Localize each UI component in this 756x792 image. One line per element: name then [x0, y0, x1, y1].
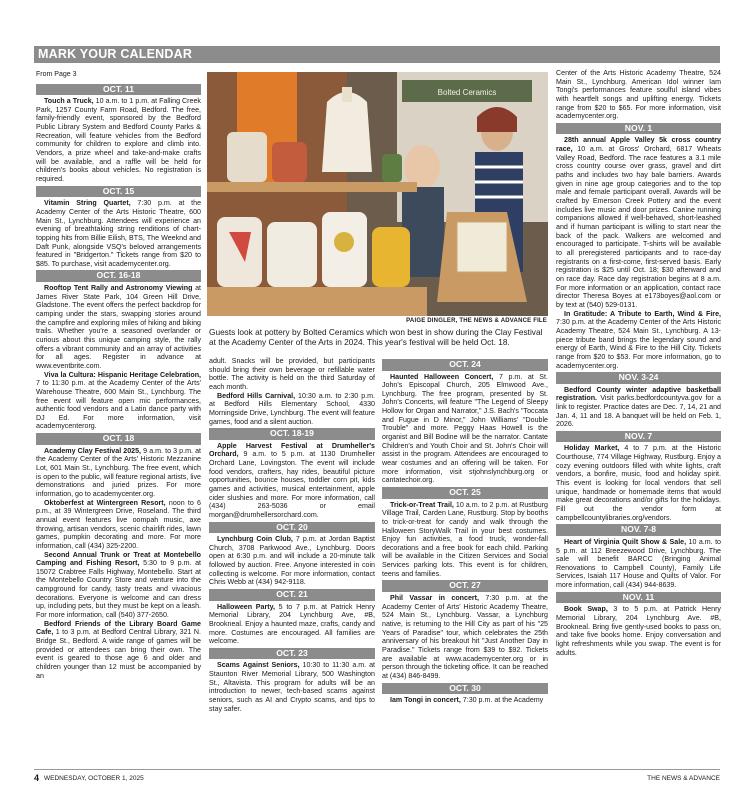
event-title: Oktoberfest at Wintergreen Resort,: [44, 498, 166, 507]
date-header: NOV. 3-24: [556, 372, 721, 384]
date-header: OCT. 21: [209, 589, 375, 601]
event-entry: [209, 392, 375, 427]
event-title: Lynchburg Coin Club,: [217, 535, 293, 544]
event-entry: [36, 499, 201, 551]
event-entry: [382, 501, 548, 579]
event-title: Halloween Party,: [217, 602, 275, 611]
event-title: Trick-or-Treat Trail,: [390, 500, 454, 509]
event-title: Academy Clay Festival 2025,: [44, 446, 142, 455]
event-entry: [209, 535, 375, 587]
event-description: 10:30 to 11:30 a.m. at Staunton River Memorial Library, 500 Washington St., Altavista. This program for adults will be an introduction to newer, tech-based scams against seniors, such as AI and Crypto scams, and tips to stay safer.: [209, 661, 375, 713]
event-title: Iam Tongi in concert,: [390, 696, 461, 704]
event-entry: [36, 97, 201, 184]
event-entry: [209, 357, 375, 392]
event-description: 10 a.m. to 1 p.m. at Falling Creek Park, 1257 County Farm Road, Bedford. The free, family-friendly event, sponsored by the Bedford Public Library System and Bedford County Parks & Recreation, will feature vehicles from the Bedford community for children to explore and climb into. Vendors, a prize wheel and take-and-make crafts will be available, and a raffle will be held for children's books about vehicles. No registration is required.: [36, 97, 201, 184]
date-header: OCT. 20: [209, 522, 375, 534]
event-entry: [556, 386, 721, 429]
date-header: OCT. 15: [36, 186, 201, 198]
event-entry: [209, 603, 375, 646]
booth-banner: Bolted Ceramics: [437, 88, 497, 97]
page-number: 4: [34, 773, 40, 783]
event-description: 10 a.m. to 5 p.m. at 112 Breezewood Drive, Lynchburg. The sale will benefit BARCC (Bringing Animal Renovations to Campbell County), Family Life Services, Isaiah 117 House and Quilts of Valor. For more information, call (434) 944-8639.: [556, 537, 721, 590]
event-description: 4 to 7 p.m. at the Historic Courthouse, 774 Village Highway, Rustburg. Enjoy a cozy evening outdoors filled with white lights, craft vendors, a bonfire, music, food and holiday spirit. This event is looking for local vendors that sell unique, handmade or homemade items that would make great decorations and/or gifts for the holidays. Fill out the vendor form at campbellcountylibraries.org/vendors.: [556, 444, 721, 522]
event-description: adult. Snacks will be provided, but participants should bring their own beverage or refillable water bottle. The activity is held on the third Saturday of each month.: [209, 357, 375, 391]
event-description: noon to 6 p.m., at 39 Wintergreen Drive, Roseland. The third annual event features live oompah music, axe throwing, artisan vendors, scenic chairlift rides, lawn games, pumpkin decorating and more. For more information, call (434) 325-2200.: [36, 498, 202, 550]
event-title: 28th annual Apple Valley 5k cross country race,: [556, 136, 721, 154]
event-entry: [556, 136, 721, 309]
publication-name: THE NEWS & ADVANCE: [647, 775, 720, 782]
date-header: OCT. 16-18: [36, 270, 201, 282]
event-description: Visit parks.bedfordcountyva.gov for a link to register. Practice dates are Dec. 7, 14, 21 and Jan. 4, 11 and 18. A banquet will be held on Feb. 1, 2026.: [556, 394, 721, 429]
event-entry: [382, 373, 548, 486]
date-header: OCT. 18: [36, 433, 201, 445]
date-header: OCT. 18-19: [209, 428, 375, 440]
event-entry: [556, 538, 721, 590]
date-header: OCT. 25: [382, 487, 548, 499]
event-entry: [36, 620, 201, 681]
event-description: 3 to 5 p.m. at Patrick Henry Memorial Library, 204 Lynchburg Ave. #B, Brookneal. Bring five gently-used books to pass on, and take five books home. Enjoy conversation and light refreshments while you swap. The event is for adults.: [556, 605, 721, 657]
date-header: NOV. 11: [556, 592, 721, 604]
column-3: [382, 357, 548, 705]
event-description: 7:30 p.m. at the Academy Center of the Arts Historic Academy Theatre, 524 Main St., Lynchburg. A 13-piece tribute band brings the legendary sound and energy of Earth, Wind & Fire to the Hill City. Tickets range from $20 to $53. For more information, go to academycenter.org.: [556, 318, 721, 370]
event-description: Center of the Arts Historic Academy Theatre, 524 Main St., Lynchburg. American Idol winner Iam Tongi's performances feature soulful island vibes with heartfelt songs and uplifting energy. Tickets range from $20 to $65. For more information, visit academycenter.org.: [556, 69, 721, 121]
event-description: 7 to 11:30 p.m. at the Academy Center of the Arts' Warehouse Theatre, 600 Main St., Lynchburg. The free event will feature open mic performances, authentic food vendors and a Latin dance party with DJ Ed. For more information, visit academycenterorg.: [36, 379, 201, 431]
event-entry: [382, 594, 548, 681]
event-description: at James River State Park, 104 Green Hill Drive, Gladstone. The event offers the perfect backdrop for camping under the stars, swapping stories around the campfire and exploring miles of hiking and biking trails. Whether you're a seasoned overlander or curious about this unique camping style, the rally offers a vibrant community and an array of activities for all ages. Register in advance at www.eventbrite.com.: [36, 283, 201, 370]
event-description: 7 p.m. at St. John's Episcopal Church, 205 Elmwood Ave., Lynchburg. The free program, presented by St. John's Concerts, will feature "The Legend of Sleepy Hollow for Organ and Narrator," J.S. Bach's "Toccata and Fugue in D Minor," John Williams' "Double Trouble" and more. Peggy Haas Howell is the organist and Bill Bodine will be the narrator. Cantate Children's and Youth Choir and St. John's Choir will assist in the program. Attendees are encouraged to wear costumes and an offering will be taken. For more information, visit stjohnslynchburg.org or cantatechoir.org.: [382, 372, 548, 485]
column-4: [556, 69, 721, 657]
event-title: Book Swap,: [564, 605, 608, 614]
event-title: Scams Against Seniors,: [217, 661, 300, 670]
event-description: 5 to 7 p.m. at Patrick Henry Memorial Library, 204 Lynchburg Ave, #B, Brookneal. Enjoy a haunted maze, crafts, candy and more. Costumes are encouraged. All families are welcome.: [209, 602, 376, 646]
event-entry: [209, 661, 375, 713]
section-header-bar: [34, 46, 720, 63]
date-header: OCT. 27: [382, 580, 548, 592]
event-description: 7 p.m. at Jordan Baptist Church, 3708 Parkwood Ave., Lynchburg. Doors open at 6:30 p.m. and will include a 20-minute talk followed by auction. Free. Anyone interested in coin collecting is welcome. For more information, contact Chris Webb at (434) 942-9118.: [209, 535, 375, 587]
event-entry: [36, 447, 201, 499]
event-title: Apple Harvest Festival at Drumheller's Orchard,: [209, 441, 375, 459]
column-2: [209, 357, 375, 713]
section-title: MARK YOUR CALENDAR: [38, 47, 193, 61]
pottery-scene: [207, 72, 548, 316]
page-footer: [34, 769, 720, 784]
date-header: NOV. 1: [556, 123, 721, 135]
event-entry: [209, 442, 375, 520]
event-title: Bedford Friends of the Library Board Game Cafe,: [36, 619, 201, 637]
event-entry: [36, 199, 201, 268]
event-title: Holiday Market,: [564, 444, 620, 453]
pottery-photo: [207, 72, 548, 316]
event-entry: [36, 284, 201, 371]
event-description: 5:30 to 9 p.m. at 15072 Crabtree Falls Highway, Montebello. Start at the Montebello Country Store and venture into the campground for candy, tasty treats and vivacious decorations. Everyone is welcome and can dress up, including pets, but they must be kept on a leash. For more information, call (540) 377-2650.: [36, 559, 202, 620]
event-entry: [556, 444, 721, 522]
event-description: 1 to 3 p.m. at Bedford Central Library, 321 N. Bridge St., Bedford. A wide range of games will be provided or attendees can bring their own. The event is geared to those age 6 and older and children younger than 12 must be accompanied by an: [36, 628, 201, 680]
event-title: Heart of Virginia Quilt Show & Sale,: [564, 537, 687, 546]
event-description: 10 a.m. at Gross' Orchard, 6817 Wheats Valley Road, Bedford. The race features a 3.1 mile cross country course over grass, gravel and dirt paths and includes two hay bale barriers. Awards given in nine age group categories and to the top male and female participant overall. Awards will be crafted by Emerson Creek Pottery and the event includes live music and door prizes. Canine running companions allowed if well-behaved, short-leashed and if human participant is willing to start near the back of the pack. Walkers are welcomed and encouraged to participate. T-shirts will be available to all preregistered participants and to race-day registrants on a first-come, first-served basis. Early registration is $25 until Oct. 18; $30 afterward and on race day. Race day registration begins at 8 a.m. For more information or an application, contact race director Theresa Boyes at e173boyes@aol.com or by text at (540) 529-0131.: [556, 145, 721, 309]
event-title: Bedford County winter adaptive basketball registration.: [556, 385, 721, 403]
event-title: Vitamin String Quartet,: [44, 199, 131, 208]
event-description: 9 a.m. to 3 p.m. at the Academy Center of the Arts' Historic Mezzanine Lot, 601 Main St., Lynchburg. The free event, which is open to the public, will feature regional artists, live demonstrations and juried prizes. For more information, go to academycenter.org.: [36, 446, 201, 498]
event-description: 10:30 a.m. to 2:30 p.m. at Bedford Hills Elementary School, 4330 Morningside Drive, Lynchburg. The event will feature games, food and a silent auction.: [209, 391, 375, 426]
event-title: Phil Vassar in concert,: [390, 593, 479, 602]
date-header: OCT. 23: [209, 648, 375, 660]
event-description: 7:30 p.m. at the Academy Center of the Arts Historic Theatre, 600 Main St., Lynchburg. Attendees will experience an evening of breathtaking string renditions of chart-topping hits from Billie Eilish, BTS, The Weeknd and Daft Punk, alongside VSQ's beloved arrangements featured in "Bridgerton." Tickets range from $20 to $85. To purchase, visit academycenter.org.: [36, 199, 202, 268]
event-title: Touch a Truck,: [44, 97, 94, 106]
continued-from-label: From Page 3: [36, 71, 77, 78]
event-title: Second Annual Trunk or Treat at Montebello Camping and Fishing Resort,: [36, 550, 201, 568]
event-entry: [36, 371, 201, 432]
event-entry: [556, 310, 721, 371]
event-description: 9 a.m. to 5 p.m. at 1130 Drumheller Orchard Lane, Lovingston. The event will include food vendors, crafters, hay rides, beautiful picture opportunities, bounce houses, toddler corn pit, kids games and activities, musical entertainment, apple cider slushies and more. For more information, call (434) 263-5036 or email morgan@drumhellersorchard.com.: [209, 450, 375, 519]
event-entry: [36, 551, 201, 620]
photo-caption: Guests look at pottery by Bolted Ceramics which won best in show during the Clay Festival at the Academy Center of the Arts in 2024. This year's festival will be held Oct. 18.: [209, 327, 543, 348]
event-title: In Gratitude: A Tribute to Earth, Wind & Fire,: [564, 309, 721, 318]
event-description: 10 a.m. to 2 p.m. at Rustburg Village Trail, Carden Lane, Rustburg. Stop by booths to trick-or-treat for candy and walk through the Halloween StoryWalk Trail in your best costumes. Enjoy fun activities, a food truck, wonder-fall decorations and a free book for each child. Parking will be available in the Citizen Services and Social Services parking lots. This event is for children, teens and families.: [382, 500, 548, 578]
event-title: Bedford Hills Carnival,: [217, 391, 296, 400]
issue-date: WEDNESDAY, OCTOBER 1, 2025: [44, 775, 144, 782]
event-title: Viva la Cultura: Hispanic Heritage Celebration,: [44, 370, 201, 379]
event-entry: [556, 69, 721, 121]
event-title: Rooftop Tent Rally and Astronomy Viewing: [44, 283, 193, 292]
event-entry: [382, 696, 548, 705]
date-header: NOV. 7-8: [556, 524, 721, 536]
column-1: [36, 71, 201, 680]
date-header: OCT. 30: [382, 683, 548, 695]
date-header: NOV. 7: [556, 431, 721, 443]
event-description: 7:30 p.m. at the Academy Center of Arts' Historic Academy Theatre, 524 Main St., Lynchburg. Vassar, a Lynchburg native, is returning to the Hill City as part of his "25 Years of Paradise" tour, which celebrates the 25th anniversary of his breakout hit "Just Another Day in Paradise." Tickets range from $39 to $92. Tickets are available at www.academycenter.org or in person through the ticketing office. It can be reached at (434) 846-8499.: [382, 593, 548, 680]
event-description: 7:30 p.m. at the Academy: [460, 696, 544, 704]
date-header: OCT. 24: [382, 359, 548, 371]
event-title: Haunted Halloween Concert,: [390, 372, 494, 381]
event-entry: [556, 605, 721, 657]
photo-credit: PAIGE DINGLER, THE NEWS & ADVANCE FILE: [406, 318, 547, 324]
date-header: OCT. 11: [36, 84, 201, 96]
